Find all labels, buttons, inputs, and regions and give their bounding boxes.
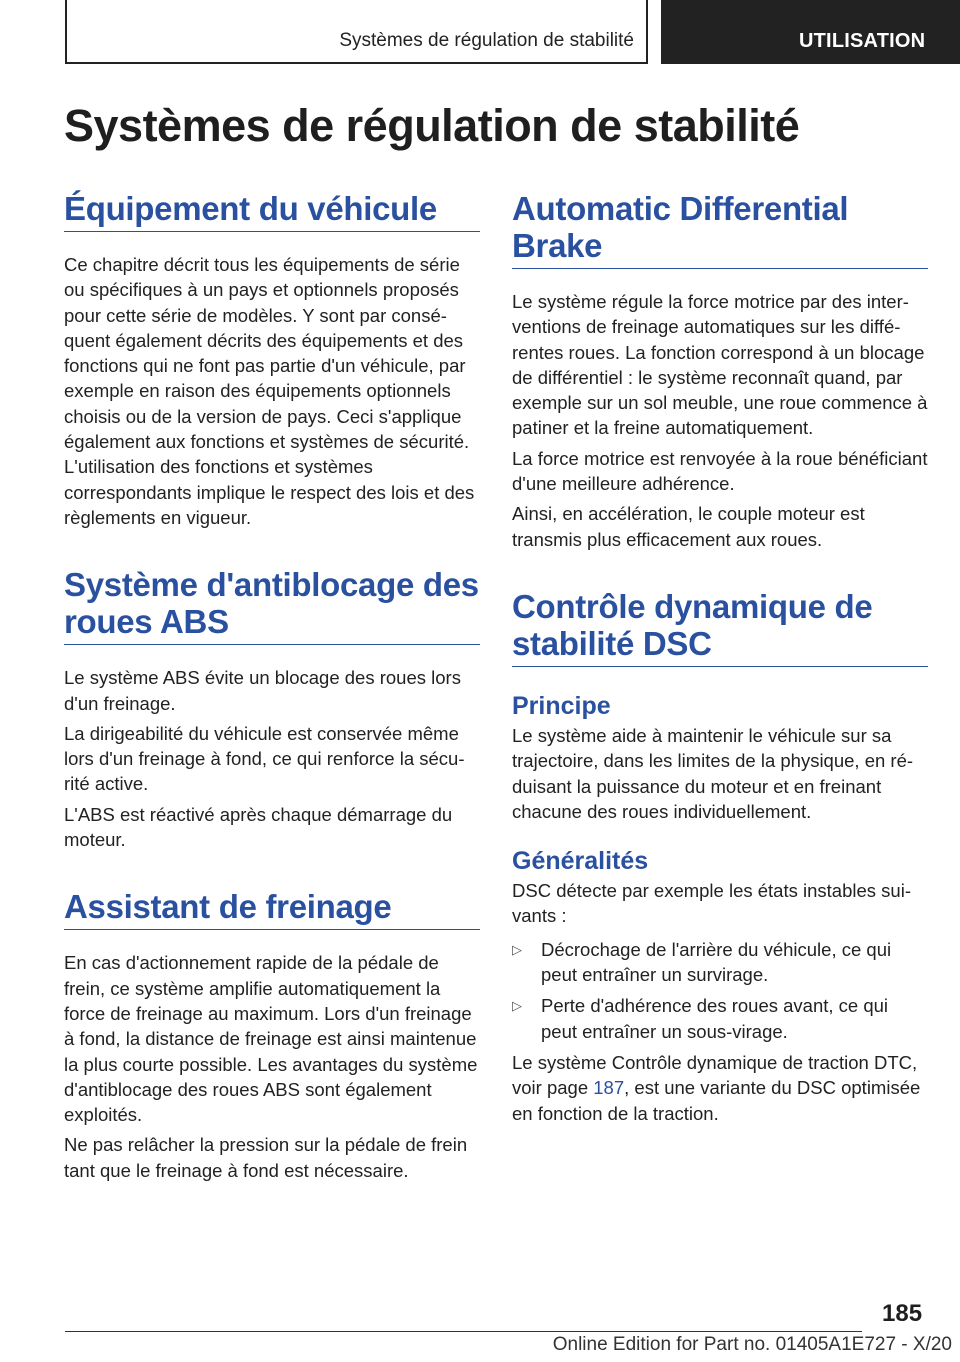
section-title-brake-assist: Assistant de freinage <box>64 888 480 930</box>
header-section-title: Systèmes de régulation de stabilité <box>339 30 634 51</box>
page-title: Systèmes de régulation de stabilité <box>64 100 800 151</box>
adb-paragraph-2: La force motrice est renvoyée à la roue bénéficiant d'une meilleure adhérence. <box>512 447 928 495</box>
abs-paragraph-2: La dirigeabilité du véhicule est conservée même lors d'un freinage à fond, ce qui renforce la sécurité active. <box>64 722 465 795</box>
dtc-text-after: , est une variante du DSC optimisée en fonction de la traction. <box>512 1077 921 1124</box>
page-number: 185 <box>882 1300 923 1327</box>
subsection-title-principe: Principe <box>512 691 611 720</box>
header-section-box <box>65 0 648 64</box>
triangle-bullet-icon: ▷ <box>512 941 522 957</box>
footer-divider <box>65 1331 862 1332</box>
section-title-adb: Automatic Differential Brake <box>512 190 928 269</box>
list-item <box>512 993 928 1044</box>
brake-paragraph-1: En cas d'actionnement rapide de la pédale de frein, ce système amplifie automatiquement la force de freinage au maximum. Lors d'un freinage à fond, la distance de freinage est ainsi maintenue la plus courte possible. Les avantages du système d'antiblocage des roues ABS sont également exploités. <box>64 952 478 1126</box>
subsection-title-generalites: Généralités <box>512 847 649 876</box>
generalites-text: DSC détecte par exemple les états instables suivants : <box>512 880 911 927</box>
adb-paragraph-1: Le système régule la force motrice par des interventions de freinage automatiques sur les différentes roues. La fonction correspond à un blocage de différentiel : le système reconnaît quand, par exemple sur un sol meuble, une roue commence à patiner et la freine automatiquement. <box>512 291 928 439</box>
brake-paragraph-2: Ne pas relâcher la pression sur la pédale de frein tant que le freinage à fond est nécessaire. <box>64 1134 468 1181</box>
left-column <box>64 190 480 1183</box>
abs-paragraph-1: Le système ABS évite un blocage des roues lors d'un freinage. <box>64 667 461 714</box>
list-item-text: Perte d'adhérence des roues avant, ce qui peut entraîner un sous-virage. <box>541 995 889 1042</box>
dsc-instability-list <box>512 937 928 1044</box>
adb-paragraph-3: Ainsi, en accélération, le couple moteur est transmis plus efficacement aux roues. <box>512 503 865 550</box>
principe-text: Le système aide à maintenir le véhicule sur sa trajectoire, dans les limites de la physique, en réduisant la puissance du moteur et en freinant chacune des roues individuellement. <box>512 724 914 822</box>
right-column <box>512 190 928 1126</box>
section-title-abs: Système d'antiblocage des roues ABS <box>64 566 480 645</box>
header-chapter-title: UTILISATION <box>799 30 926 52</box>
footer-edition-text: Online Edition for Part no. 01405A1E727 - X/20 <box>552 1334 952 1355</box>
abs-paragraph-3: L'ABS est réactivé après chaque démarrage du moteur. <box>64 803 453 851</box>
triangle-bullet-icon: ▷ <box>512 998 522 1014</box>
list-item-text: Décrochage de l'arrière du véhicule, ce qui peut entraîner un survirage. <box>541 938 892 986</box>
dtc-text-before: Le système Contrôle dynamique de traction DTC, voir page <box>512 1051 918 1099</box>
equipment-text: Ce chapitre décrit tous les équipements de série ou spécifiques à un pays et optionnels proposés pour cette série de modèles. Y sont par conséquent également décrits des équipements et des fonctions qui ne font pas partie d'un véhicule, par exemple en raison des équipements optionnels choisis ou de la version de pays. Ceci s'applique également aux fonctions et systèmes de sécurité. L'utilisation des fonctions et systèmes correspondants implique le respect des lois et des règlements en vigueur. <box>64 254 475 528</box>
section-title-dsc: Contrôle dynamique de stabilité DSC <box>512 588 928 667</box>
page-reference-link[interactable]: 187 <box>593 1077 625 1099</box>
list-item <box>512 937 928 988</box>
dtc-paragraph <box>512 1050 928 1126</box>
header-chapter-tab <box>661 0 960 64</box>
section-title-equipment: Équipement du véhicule <box>64 190 480 232</box>
